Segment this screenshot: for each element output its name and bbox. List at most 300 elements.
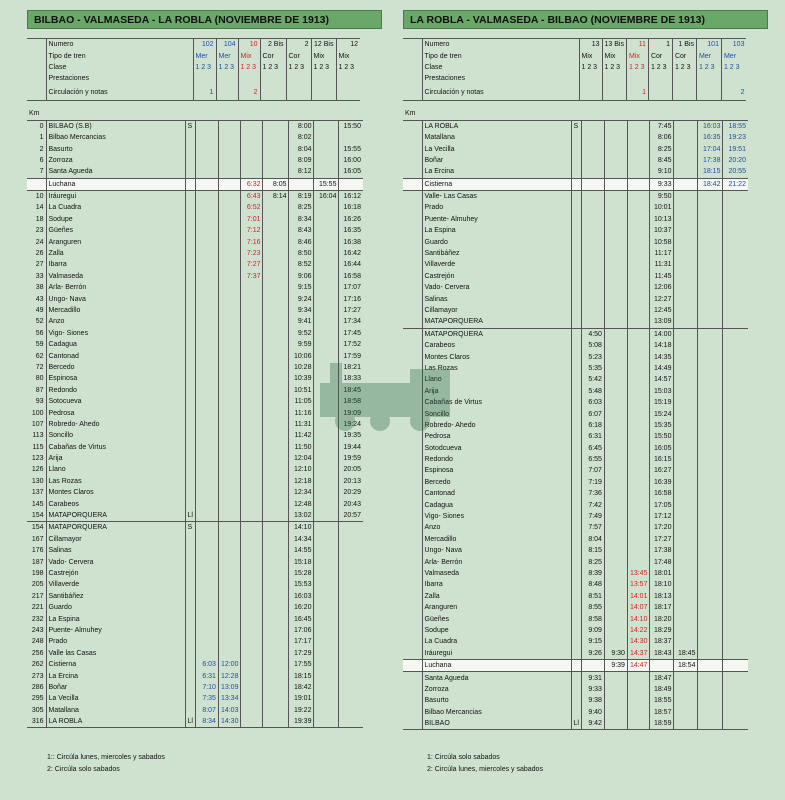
right-header-spacer bbox=[403, 39, 422, 51]
station-name: Puente- Almuhey bbox=[46, 625, 185, 636]
time-cell bbox=[627, 534, 650, 545]
time-cell bbox=[698, 363, 723, 374]
time-cell: 14:22 bbox=[627, 625, 650, 636]
time-cell bbox=[218, 602, 241, 613]
right-header-spacer bbox=[403, 50, 422, 61]
time-cell: 18:54 bbox=[674, 659, 698, 671]
table-row bbox=[27, 442, 363, 453]
station-flag bbox=[571, 248, 581, 259]
time-cell bbox=[674, 568, 698, 579]
time-cell bbox=[674, 386, 698, 397]
time-cell bbox=[263, 225, 289, 236]
time-cell bbox=[218, 453, 241, 464]
time-cell bbox=[674, 522, 698, 533]
station-flag bbox=[185, 625, 195, 636]
time-cell bbox=[241, 534, 263, 545]
station-name: Bilbao Mercancias bbox=[46, 132, 185, 143]
km-cell bbox=[403, 625, 422, 636]
station-name: La Ercina bbox=[422, 166, 571, 178]
time-cell bbox=[241, 316, 263, 327]
km-cell bbox=[403, 214, 422, 225]
time-cell bbox=[241, 602, 263, 613]
time-cell bbox=[604, 672, 627, 684]
time-cell bbox=[218, 328, 241, 339]
left-header-row-prest bbox=[27, 73, 360, 84]
time-cell: 14:10 bbox=[627, 613, 650, 624]
time-cell bbox=[263, 659, 289, 670]
time-cell: 8:25 bbox=[289, 202, 314, 213]
time-cell: 17:38 bbox=[650, 545, 674, 556]
time-cell bbox=[241, 143, 263, 154]
left-header-tipo-cell: Mix bbox=[311, 50, 336, 61]
km-cell: 167 bbox=[31, 535, 44, 543]
time-cell: 17:05 bbox=[650, 499, 674, 510]
time-cell: 16:39 bbox=[650, 477, 674, 488]
station-name: Mercadillo bbox=[46, 305, 185, 316]
time-cell bbox=[627, 545, 650, 556]
station-name: Matallana bbox=[422, 132, 571, 143]
time-cell bbox=[218, 155, 241, 166]
time-cell bbox=[627, 477, 650, 488]
time-cell bbox=[674, 718, 698, 730]
time-cell bbox=[195, 591, 218, 602]
time-cell bbox=[698, 420, 723, 431]
table-row bbox=[27, 385, 363, 396]
time-cell: 9:39 bbox=[604, 659, 627, 671]
time-cell bbox=[241, 373, 263, 384]
time-cell: 11:50 bbox=[289, 442, 314, 453]
station-name: MATAPORQUERA bbox=[422, 328, 571, 340]
time-cell bbox=[723, 613, 748, 624]
station-flag bbox=[571, 545, 581, 556]
station-name: Cillamayor bbox=[46, 534, 185, 545]
km-cell bbox=[27, 178, 46, 190]
time-cell: 7:19 bbox=[581, 477, 604, 488]
station-name: Cistierna bbox=[46, 659, 185, 670]
table-row bbox=[403, 522, 748, 533]
time-cell: 6:32 bbox=[241, 178, 263, 190]
time-cell bbox=[314, 259, 339, 270]
time-cell bbox=[604, 706, 627, 717]
time-cell: 11:31 bbox=[650, 259, 674, 270]
table-row bbox=[403, 636, 748, 647]
time-cell bbox=[263, 202, 289, 213]
time-cell bbox=[698, 613, 723, 624]
station-name: Ibarra bbox=[46, 259, 185, 270]
time-cell bbox=[241, 120, 263, 132]
station-name: BILBAO (S.B) bbox=[46, 120, 185, 132]
time-cell bbox=[674, 534, 698, 545]
time-cell: 16:38 bbox=[339, 236, 363, 247]
table-row bbox=[27, 716, 363, 728]
km-cell: 14 bbox=[35, 204, 44, 212]
km-cell bbox=[403, 305, 422, 316]
time-cell: 19:01 bbox=[289, 693, 314, 704]
time-cell bbox=[581, 236, 604, 247]
time-cell bbox=[241, 419, 263, 430]
time-cell: 9:41 bbox=[289, 316, 314, 327]
time-cell: 14:01 bbox=[627, 591, 650, 602]
time-cell bbox=[339, 704, 363, 715]
time-cell bbox=[604, 625, 627, 636]
station-flag: S bbox=[185, 120, 195, 132]
time-cell: 9:30 bbox=[604, 648, 627, 660]
time-cell bbox=[698, 259, 723, 270]
time-cell bbox=[698, 648, 723, 660]
time-cell bbox=[218, 293, 241, 304]
time-cell: 19:59 bbox=[339, 453, 363, 464]
station-flag bbox=[185, 430, 195, 441]
time-cell: 17:45 bbox=[339, 328, 363, 339]
table-row bbox=[27, 670, 363, 681]
time-cell bbox=[698, 522, 723, 533]
time-cell: 16:45 bbox=[289, 613, 314, 624]
right-header-notas-cell bbox=[579, 85, 602, 101]
km-cell: 24 bbox=[35, 238, 44, 246]
right-header-clase-cell: 1 2 3 bbox=[602, 62, 626, 73]
station-flag bbox=[185, 453, 195, 464]
time-cell bbox=[314, 716, 339, 728]
time-cell bbox=[698, 431, 723, 442]
time-cell bbox=[723, 225, 748, 236]
time-cell bbox=[604, 305, 627, 316]
time-cell: 12:34 bbox=[289, 487, 314, 498]
time-cell: 15:28 bbox=[289, 568, 314, 579]
right-title: LA ROBLA - VALMASEDA - BILBAO (NOVIEMBRE DE 1913) bbox=[403, 10, 768, 29]
time-cell bbox=[218, 385, 241, 396]
km-cell: 59 bbox=[35, 341, 44, 349]
time-cell: 16:04 bbox=[314, 190, 339, 202]
time-cell: 17:34 bbox=[339, 316, 363, 327]
station-flag bbox=[185, 214, 195, 225]
time-cell: 10:06 bbox=[289, 350, 314, 361]
time-cell: 14:07 bbox=[627, 602, 650, 613]
time-cell: 17:17 bbox=[289, 636, 314, 647]
time-cell bbox=[218, 214, 241, 225]
time-cell bbox=[674, 443, 698, 454]
station-name: Pedrosa bbox=[422, 431, 571, 442]
km-cell: 38 bbox=[35, 284, 44, 292]
km-cell: 23 bbox=[35, 227, 44, 235]
right-header-prest-cell bbox=[721, 73, 746, 84]
time-cell bbox=[604, 143, 627, 154]
time-cell: 9:59 bbox=[289, 339, 314, 350]
table-row bbox=[27, 522, 363, 534]
time-cell bbox=[314, 350, 339, 361]
time-cell: 8:25 bbox=[650, 143, 674, 154]
time-cell bbox=[604, 420, 627, 431]
left-header-label: Clase bbox=[46, 62, 193, 73]
time-cell bbox=[698, 465, 723, 476]
time-cell bbox=[674, 340, 698, 351]
time-cell bbox=[241, 568, 263, 579]
time-cell bbox=[723, 454, 748, 465]
right-header-spacer bbox=[403, 85, 422, 101]
time-cell: 17:20 bbox=[650, 522, 674, 533]
time-cell: 15:55 bbox=[314, 178, 339, 190]
right-header-row-prest bbox=[403, 73, 746, 84]
table-row bbox=[27, 591, 363, 602]
time-cell bbox=[241, 716, 263, 728]
time-cell bbox=[218, 476, 241, 487]
time-cell bbox=[604, 190, 627, 202]
km-cell: 145 bbox=[31, 500, 44, 508]
table-row bbox=[403, 545, 748, 556]
km-cell bbox=[403, 248, 422, 259]
time-cell bbox=[604, 443, 627, 454]
time-cell: 17:52 bbox=[339, 339, 363, 350]
table-row bbox=[403, 718, 748, 730]
time-cell: 8:06 bbox=[650, 132, 674, 143]
time-cell bbox=[218, 236, 241, 247]
time-cell bbox=[218, 316, 241, 327]
time-cell bbox=[263, 143, 289, 154]
station-name: Prado bbox=[46, 636, 185, 647]
table-row bbox=[27, 190, 363, 202]
time-cell bbox=[195, 178, 218, 190]
time-cell bbox=[195, 316, 218, 327]
time-cell bbox=[604, 636, 627, 647]
station-flag bbox=[185, 339, 195, 350]
left-header-label: Prestaciones bbox=[46, 73, 193, 84]
station-flag bbox=[571, 684, 581, 695]
time-cell bbox=[604, 132, 627, 143]
table-row bbox=[27, 155, 363, 166]
station-name: Zalla bbox=[46, 248, 185, 259]
station-name: Valle las Casas bbox=[46, 648, 185, 659]
table-row bbox=[403, 305, 748, 316]
station-flag bbox=[185, 636, 195, 647]
time-cell bbox=[698, 556, 723, 567]
time-cell bbox=[314, 305, 339, 316]
time-cell bbox=[698, 443, 723, 454]
left-header-spacer bbox=[27, 85, 46, 101]
time-cell: 12:27 bbox=[650, 293, 674, 304]
station-name: Santibáñez bbox=[46, 591, 185, 602]
time-cell bbox=[263, 259, 289, 270]
time-cell bbox=[241, 625, 263, 636]
station-name: MATAPORQUERA bbox=[46, 510, 185, 522]
time-cell bbox=[604, 214, 627, 225]
station-flag: Ll bbox=[185, 510, 195, 522]
time-cell: 20:57 bbox=[339, 510, 363, 522]
time-cell: 14:57 bbox=[650, 374, 674, 385]
time-cell bbox=[627, 214, 650, 225]
time-cell bbox=[195, 166, 218, 178]
station-name: Santibáñez bbox=[422, 248, 571, 259]
time-cell: 16:03 bbox=[698, 120, 723, 132]
station-flag bbox=[185, 362, 195, 373]
time-cell bbox=[723, 202, 748, 213]
time-cell: 9:24 bbox=[289, 293, 314, 304]
station-name: Mercadillo bbox=[422, 534, 571, 545]
station-name: La Vecilla bbox=[422, 143, 571, 154]
time-cell bbox=[241, 328, 263, 339]
station-flag bbox=[571, 443, 581, 454]
station-name: Bercedo bbox=[46, 362, 185, 373]
time-cell bbox=[627, 340, 650, 351]
time-cell: 18:33 bbox=[339, 373, 363, 384]
right-timetable-panel bbox=[403, 0, 768, 773]
time-cell bbox=[218, 178, 241, 190]
time-cell bbox=[723, 718, 748, 730]
time-cell bbox=[698, 695, 723, 706]
station-name: Montes Claros bbox=[422, 351, 571, 362]
time-cell bbox=[263, 350, 289, 361]
station-name: Salinas bbox=[422, 293, 571, 304]
time-cell: 16:12 bbox=[339, 190, 363, 202]
time-cell bbox=[241, 339, 263, 350]
time-cell bbox=[263, 579, 289, 590]
table-row bbox=[403, 408, 748, 419]
time-cell bbox=[241, 670, 263, 681]
km-cell: 100 bbox=[31, 409, 44, 417]
station-name: Zorroza bbox=[422, 684, 571, 695]
time-cell: 18:29 bbox=[650, 625, 674, 636]
station-flag bbox=[185, 648, 195, 659]
station-name: Iráuregui bbox=[422, 648, 571, 660]
station-name: Anzo bbox=[46, 316, 185, 327]
time-cell bbox=[627, 454, 650, 465]
time-cell bbox=[723, 248, 748, 259]
time-cell bbox=[195, 625, 218, 636]
km-cell bbox=[403, 431, 422, 442]
km-cell bbox=[403, 545, 422, 556]
station-flag: S bbox=[571, 120, 581, 132]
time-cell bbox=[314, 522, 339, 534]
time-cell: 12:45 bbox=[650, 305, 674, 316]
left-header-spacer bbox=[27, 39, 46, 51]
time-cell bbox=[674, 143, 698, 154]
station-name: La Cuadra bbox=[46, 202, 185, 213]
time-cell: 8:52 bbox=[289, 259, 314, 270]
time-cell: 19:09 bbox=[339, 407, 363, 418]
station-name: Basurto bbox=[422, 695, 571, 706]
km-cell bbox=[403, 120, 422, 132]
time-cell bbox=[218, 143, 241, 154]
right-header-notas-cell: 2 bbox=[721, 85, 746, 101]
table-row bbox=[27, 430, 363, 441]
time-cell bbox=[698, 625, 723, 636]
km-cell: 187 bbox=[31, 558, 44, 566]
time-cell bbox=[218, 339, 241, 350]
time-cell bbox=[627, 397, 650, 408]
left-header-tipo-cell: Cor bbox=[260, 50, 286, 61]
station-flag bbox=[571, 351, 581, 362]
km-cell bbox=[403, 672, 422, 684]
time-cell: 7:10 bbox=[195, 682, 218, 693]
table-row bbox=[27, 305, 363, 316]
table-row bbox=[403, 248, 748, 259]
time-cell bbox=[723, 636, 748, 647]
time-cell: 6:31 bbox=[195, 670, 218, 681]
km-cell: 2 bbox=[39, 145, 44, 153]
right-note-2: 2: Circúla lunes, miercoles y sabados bbox=[427, 766, 543, 773]
right-km-label: Km bbox=[405, 109, 416, 117]
station-name: Ibarra bbox=[422, 579, 571, 590]
time-cell: 20:05 bbox=[339, 464, 363, 475]
time-cell: 9:09 bbox=[581, 625, 604, 636]
time-cell bbox=[723, 534, 748, 545]
time-cell: 16:58 bbox=[339, 271, 363, 282]
time-cell: 8:07 bbox=[195, 704, 218, 715]
time-cell bbox=[218, 442, 241, 453]
time-cell bbox=[698, 568, 723, 579]
time-cell: 9:33 bbox=[650, 178, 674, 190]
time-cell bbox=[698, 214, 723, 225]
station-name: Bilbao Mercancias bbox=[422, 706, 571, 717]
time-cell: 5:42 bbox=[581, 374, 604, 385]
time-cell bbox=[674, 248, 698, 259]
time-cell bbox=[723, 351, 748, 362]
km-cell bbox=[403, 374, 422, 385]
time-cell bbox=[263, 214, 289, 225]
time-cell: 19:22 bbox=[289, 704, 314, 715]
station-name: Aranguren bbox=[422, 602, 571, 613]
km-cell: 26 bbox=[35, 250, 44, 258]
table-row bbox=[403, 420, 748, 431]
time-cell bbox=[339, 693, 363, 704]
time-cell bbox=[218, 120, 241, 132]
station-name: Sotodcueva bbox=[422, 443, 571, 454]
station-flag bbox=[571, 397, 581, 408]
station-name: Llano bbox=[46, 464, 185, 475]
time-cell bbox=[339, 568, 363, 579]
time-cell bbox=[314, 625, 339, 636]
time-cell bbox=[314, 214, 339, 225]
left-header-num-cell: 104 bbox=[216, 39, 238, 51]
station-name: Sodupe bbox=[422, 625, 571, 636]
km-cell: 80 bbox=[35, 375, 44, 383]
time-cell bbox=[723, 293, 748, 304]
time-cell: 17:16 bbox=[339, 293, 363, 304]
station-flag bbox=[571, 568, 581, 579]
station-name: Guardo bbox=[422, 236, 571, 247]
time-cell bbox=[604, 408, 627, 419]
station-name: Puente- Almuhey bbox=[422, 214, 571, 225]
time-cell bbox=[581, 248, 604, 259]
time-cell bbox=[263, 132, 289, 143]
station-flag bbox=[571, 659, 581, 671]
time-cell bbox=[241, 362, 263, 373]
time-cell: 8:25 bbox=[581, 556, 604, 567]
time-cell: 12:10 bbox=[289, 464, 314, 475]
time-cell bbox=[698, 293, 723, 304]
time-cell bbox=[263, 328, 289, 339]
time-cell bbox=[195, 155, 218, 166]
time-cell: 17:27 bbox=[650, 534, 674, 545]
station-name: Cabañas de Virtus bbox=[46, 442, 185, 453]
time-cell: 7:49 bbox=[581, 511, 604, 522]
time-cell bbox=[698, 305, 723, 316]
time-cell: 11:31 bbox=[289, 419, 314, 430]
time-cell bbox=[674, 374, 698, 385]
table-row bbox=[27, 568, 363, 579]
time-cell bbox=[314, 339, 339, 350]
station-name: Redondo bbox=[46, 385, 185, 396]
time-cell bbox=[698, 718, 723, 730]
time-cell bbox=[263, 430, 289, 441]
km-cell bbox=[403, 386, 422, 397]
time-cell: 18:10 bbox=[650, 579, 674, 590]
time-cell bbox=[674, 579, 698, 590]
station-flag bbox=[571, 465, 581, 476]
time-cell: 12:28 bbox=[218, 670, 241, 681]
km-cell bbox=[403, 420, 422, 431]
time-cell bbox=[674, 408, 698, 419]
table-row bbox=[27, 476, 363, 487]
km-cell bbox=[403, 340, 422, 351]
